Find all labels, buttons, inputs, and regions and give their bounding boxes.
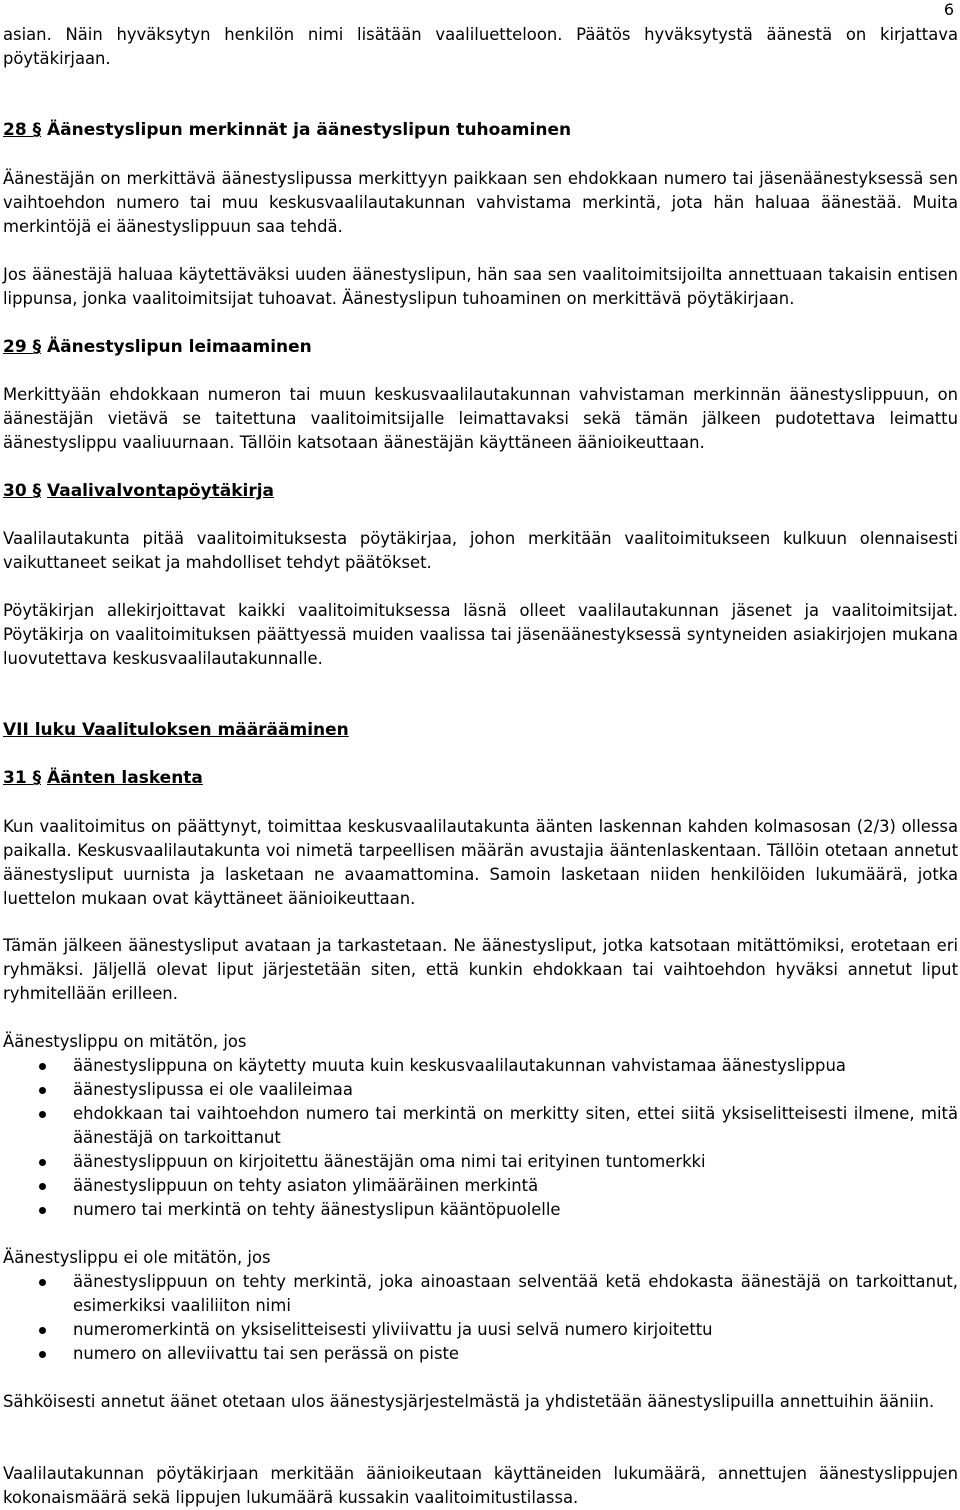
list-item: äänestyslippuun on tehty merkintä, joka ainoastaan selventää ketä ehdokasta äänestäjä on tarkoittanut, esimerkiksi vaaliliiton nimi (3, 1270, 958, 1318)
section-29-heading (3, 335, 312, 359)
section-31-paragraph-3: Sähköisesti annetut äänet otetaan ulos äänestysjärjestelmästä ja yhdistetään äänestyslipuilla annettuihin ääniin. (3, 1392, 935, 1411)
section-31-heading (3, 766, 203, 790)
bullet-icon (39, 1111, 46, 1118)
bullet-icon (39, 1327, 46, 1334)
section-31-paragraph-2: Tämän jälkeen äänestysliput avataan ja tarkastetaan. Ne äänestysliput, jotka katsotaan mitättömiksi, erotetaan eri ryhmäksi. Jäljellä olevat liput järjestetään siten, että kunkin ehdokkaan tai vaihtoehdon hyväksi annetut liput ryhmitellään erilleen. (3, 936, 958, 1003)
chapter-heading: VII luku Vaalituloksen määrääminen (3, 720, 349, 740)
valid-intro: Äänestyslippu ei ole mitätön, jos (3, 1248, 271, 1267)
list-item: ehdokkaan tai vaihtoehdon numero tai merkintä on merkitty siten, ettei siitä yksiselitteisesti ilmene, mitä äänestäjä on tarkoittanut (3, 1102, 958, 1150)
invalid-list (3, 1054, 958, 1222)
list-item: äänestyslippuna on käytetty muuta kuin keskusvaalilautakunnan vahvistamaa äänestyslippua (3, 1054, 958, 1078)
section-29-title: Äänestyslipun leimaaminen (47, 337, 312, 357)
bullet-icon (39, 1183, 46, 1190)
list-item: numero tai merkintä on tehty äänestyslipun kääntöpuolelle (3, 1198, 958, 1222)
bullet-icon (39, 1207, 46, 1214)
section-31-paragraph-4: Vaalilautakunnan pöytäkirjaan merkitään äänioikeutaan käyttäneiden lukumäärä, annettujen äänestyslippujen kokonaismäärä sekä lippujen lukumäärä kussakin vaalitoimitustilassa. (3, 1464, 958, 1507)
section-30-number: 30 § (3, 481, 42, 501)
list-item: numero on alleviivattu tai sen perässä on piste (3, 1342, 958, 1366)
section-30-paragraph-1: Vaalilautakunta pitää vaalitoimituksesta pöytäkirjaa, johon merkitään vaalitoimitukseen kulkuun olennaisesti vaikuttaneet seikat ja mahdolliset tehdyt päätökset. (3, 529, 958, 572)
list-item: äänestyslippuun on kirjoitettu äänestäjän oma nimi tai erityinen tuntomerkki (3, 1150, 958, 1174)
invalid-intro: Äänestyslippu on mitätön, jos (3, 1032, 247, 1051)
bullet-icon (39, 1087, 46, 1094)
bullet-icon (39, 1063, 46, 1070)
bullet-icon (39, 1351, 46, 1358)
valid-list (3, 1270, 958, 1366)
section-28-title: Äänestyslipun merkinnät ja äänestyslipun tuhoaminen (47, 120, 572, 140)
section-30-title: Vaalivalvontapöytäkirja (47, 481, 275, 501)
list-item: äänestyslipussa ei ole vaalileimaa (3, 1078, 958, 1102)
section-30-paragraph-2: Pöytäkirjan allekirjoittavat kaikki vaalitoimituksessa läsnä olleet vaalilautakunnan jäsenet ja vaalitoimitsijat. Pöytäkirja on vaalitoimituksen päättyessä muiden vaalissa tai jäsenäänestyksessä syntyneiden asiakirjojen mukana luovutettava keskusvaalilautakunnalle. (3, 601, 958, 668)
section-29-paragraph-1: Merkittyään ehdokkaan numeron tai muun keskusvaalilautakunnan vahvistaman merkinnän äänestyslippuun, on äänestäjän vietävä se taitettuna vaalitoimitsijalle leimattavaksi sekä tämän jälkeen pudotettava leimattu äänestyslippu vaaliuurnaan. Tällöin katsotaan äänestäjän käyttäneen äänioikeuttaan. (3, 385, 958, 452)
section-30-heading (3, 479, 274, 503)
section-28-heading (3, 118, 571, 142)
bullet-icon (39, 1279, 46, 1286)
section-29-number: 29 § (3, 337, 42, 357)
list-item: äänestyslippuun on tehty asiaton ylimääräinen merkintä (3, 1174, 958, 1198)
section-28-paragraph-1: Äänestäjän on merkittävä äänestyslipussa merkittyyn paikkaan sen ehdokkaan numero tai jäsenäänestyksessä sen vaihtoehdon numero tai muu keskusvaalilautakunnan vahvistama merkintä, jota hän haluaa äänestää. Muita merkintöjä ei äänestyslippuun saa tehdä. (3, 169, 958, 236)
section-31-title: Äänten laskenta (47, 768, 203, 788)
section-28-number: 28 § (3, 120, 42, 140)
page-number: 6 (943, 0, 954, 19)
intro-paragraph: asian. Näin hyväksytyn henkilön nimi lisätään vaaliluetteloon. Päätös hyväksytystä äänestä on kirjattava pöytäkirjaan. (3, 25, 958, 68)
bullet-icon (39, 1159, 46, 1166)
list-item: numeromerkintä on yksiselitteisesti yliviivattu ja uusi selvä numero kirjoitettu (3, 1318, 958, 1342)
section-28-paragraph-2: Jos äänestäjä haluaa käytettäväksi uuden äänestyslipun, hän saa sen vaalitoimitsijoilta annettuaan takaisin entisen lippunsa, jonka vaalitoimitsijat tuhoavat. Äänestyslipun tuhoaminen on merkittävä pöytäkirjaan. (3, 265, 958, 308)
section-31-paragraph-1: Kun vaalitoimitus on päättynyt, toimittaa keskusvaalilautakunta äänten laskennan kahden kolmasosan (2/3) ollessa paikalla. Keskusvaalilautakunta voi nimetä tarpeellisen määrän avustajia ääntenlaskentaan. Tällöin otetaan annetut äänestysliput uurnista ja lasketaan ne avaamattomina. Samoin lasketaan niiden henkilöiden lukumäärä, jotka luettelon mukaan ovat käyttäneet äänioikeuttaan. (3, 817, 958, 908)
section-31-number: 31 § (3, 768, 42, 788)
